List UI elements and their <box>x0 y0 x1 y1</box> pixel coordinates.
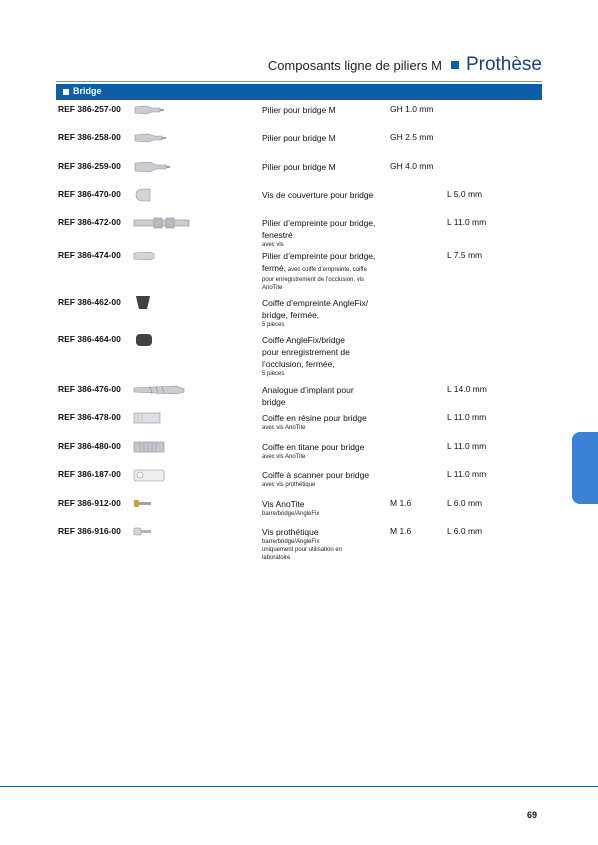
product-note: AnoTite <box>262 285 283 291</box>
chapter-tab <box>572 432 598 504</box>
product-description <box>262 384 392 408</box>
titanium-cap-icon <box>132 439 202 455</box>
description-line: Pilier pour bridge M <box>262 133 336 143</box>
product-ref: REF 386-476-00 <box>58 384 121 394</box>
impression-cap-icon <box>132 295 202 311</box>
description-line: Coiffe en résine pour bridge <box>262 413 367 423</box>
description-line: fermé, <box>262 263 287 273</box>
description-line: Coiffe en titane pour bridge <box>262 442 365 452</box>
implant-analog-icon <box>132 382 202 398</box>
product-description <box>262 412 392 432</box>
product-note: barre/bridge/AngleFix <box>262 511 320 517</box>
abutment-icon <box>132 130 202 146</box>
impression-post-open-icon <box>132 215 202 231</box>
description-line: Pilier d’empreinte pour bridge, <box>262 251 376 261</box>
product-description <box>262 250 392 292</box>
product-description <box>262 217 392 249</box>
product-description <box>262 334 392 378</box>
product-ref: REF 386-474-00 <box>58 250 121 260</box>
description-line: Vis prothétique <box>262 527 319 537</box>
product-description <box>262 189 392 201</box>
product-description <box>262 498 392 518</box>
product-ref: REF 386-258-00 <box>58 132 121 142</box>
description-line: l’occlusion, fermée, <box>262 359 335 369</box>
product-length: L 7.5 mm <box>447 250 483 260</box>
gingival-height: GH 1.0 mm <box>390 104 434 114</box>
prosthetic-screw-icon <box>132 524 202 540</box>
product-description <box>262 104 392 116</box>
product-length: L 6.0 mm <box>447 498 483 508</box>
scan-cap-icon <box>132 467 202 483</box>
product-description <box>262 297 392 329</box>
gingival-height: GH 2.5 mm <box>390 132 434 142</box>
description-line: Analogue d’implant pour <box>262 385 354 395</box>
product-description <box>262 469 392 489</box>
product-note: avec vis <box>262 242 284 248</box>
description-line: Coiffe AngleFix/bridge <box>262 335 346 345</box>
product-ref: REF 386-472-00 <box>58 217 121 227</box>
description-line: Vis AnoTite <box>262 499 305 509</box>
anotite-screw-icon <box>132 496 202 512</box>
product-ref: REF 386-912-00 <box>58 498 121 508</box>
thread-size: M 1.6 <box>390 498 412 508</box>
page-subtitle: Composants ligne de piliers M <box>267 58 442 73</box>
product-ref: REF 386-470-00 <box>58 189 121 199</box>
product-description <box>262 161 392 173</box>
product-note: laboratoire <box>262 555 291 561</box>
product-row <box>0 334 598 384</box>
product-note: barre/bridge/AngleFix <box>262 539 320 545</box>
inline-note: avec coiffe d’empreinte, coiffe <box>286 267 367 273</box>
description-line: fenestré <box>262 230 293 240</box>
product-note: avec vis prothétique <box>262 482 316 488</box>
product-length: L 11.0 mm <box>447 412 487 422</box>
product-note: 5 pièces <box>262 371 285 377</box>
product-length: L 6.0 mm <box>447 526 483 536</box>
description-line: bridge, fermée, <box>262 310 320 320</box>
abutment-icon <box>132 159 202 175</box>
product-ref: REF 386-464-00 <box>58 334 121 344</box>
page-title: Prothèse <box>465 54 542 75</box>
product-length: L 5.0 mm <box>447 189 483 199</box>
product-ref: REF 386-462-00 <box>58 297 121 307</box>
product-length: L 11.0 mm <box>447 469 487 479</box>
product-note: avec vis AnoTite <box>262 425 306 431</box>
product-description <box>262 132 392 144</box>
description-line: pour enregistrement de <box>262 347 350 357</box>
product-ref: REF 386-478-00 <box>58 412 121 422</box>
product-length: L 11.0 mm <box>447 441 487 451</box>
product-length: L 14.0 mm <box>447 384 487 394</box>
gingival-height: GH 4.0 mm <box>390 161 434 171</box>
description-line: Pilier pour bridge M <box>262 162 336 172</box>
page-number: 69 <box>527 810 538 820</box>
product-row <box>0 526 598 576</box>
footer-rule <box>0 786 598 787</box>
description-line: Pilier d’empreinte pour bridge, <box>262 218 376 228</box>
section-label: Bridge <box>73 86 102 96</box>
product-ref: REF 386-257-00 <box>58 104 121 114</box>
abutment-icon <box>132 102 202 118</box>
bite-cap-icon <box>132 332 202 348</box>
description-line: Coiffe d’empreinte AngleFix/ <box>262 298 369 308</box>
description-line: Coiffe à scanner pour bridge <box>262 470 370 480</box>
product-ref: REF 386-480-00 <box>58 441 121 451</box>
description-line: Vis de couverture pour bridge <box>262 190 374 200</box>
resin-cap-icon <box>132 410 202 426</box>
product-note: avec vis AnoTite <box>262 454 306 460</box>
product-note: pour enregistrement de l’occlusion, vis <box>262 277 365 283</box>
product-ref: REF 386-259-00 <box>58 161 121 171</box>
product-description <box>262 441 392 461</box>
impression-post-closed-icon <box>132 248 202 264</box>
product-row <box>0 250 598 300</box>
description-line: Pilier pour bridge M <box>262 105 336 115</box>
product-note: uniquement pour utilisation en <box>262 547 343 553</box>
product-description <box>262 526 392 562</box>
product-note: 5 pièces <box>262 322 285 328</box>
thread-size: M 1.6 <box>390 526 412 536</box>
product-ref: REF 386-187-00 <box>58 469 121 479</box>
product-ref: REF 386-916-00 <box>58 526 121 536</box>
cover-screw-icon <box>132 187 202 203</box>
product-length: L 11.0 mm <box>447 217 487 227</box>
description-line: bridge <box>262 397 286 407</box>
